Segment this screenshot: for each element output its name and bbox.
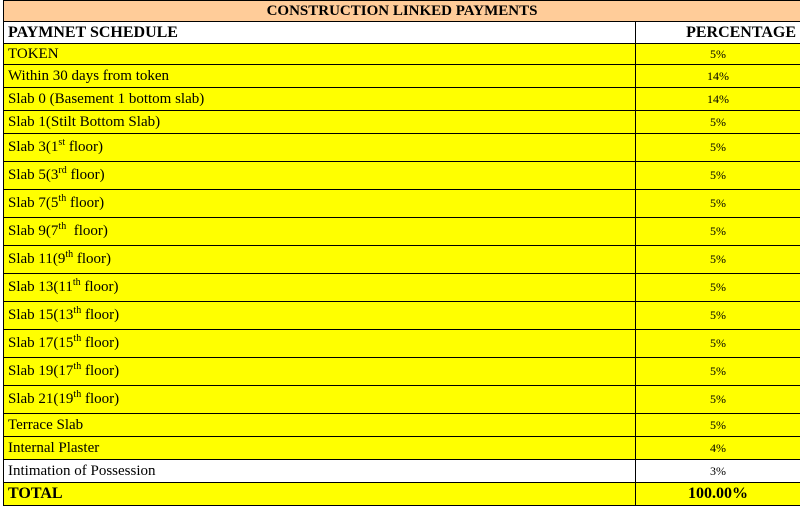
row-label: Slab 13(11th floor) [4,274,636,302]
row-label: Internal Plaster [4,437,636,460]
table-row [4,460,800,483]
row-label: Within 30 days from token [4,65,636,88]
payment-table [3,0,800,506]
row-label: Slab 21(19th floor) [4,386,636,414]
schedule-header: PAYMNET SCHEDULE [4,22,636,44]
table-row [4,386,800,414]
title-row [4,1,800,22]
row-label: Slab 9(7th floor) [4,218,636,246]
total-row [4,483,800,506]
row-label: Intimation of Possession [4,460,636,483]
row-percentage: 14% [636,88,800,111]
row-percentage: 5% [636,111,800,134]
table-row [4,302,800,330]
table-row [4,111,800,134]
table-title: CONSTRUCTION LINKED PAYMENTS [4,1,800,22]
row-label: Slab 11(9th floor) [4,246,636,274]
row-percentage: 5% [636,246,800,274]
row-percentage: 5% [636,44,800,65]
row-percentage: 5% [636,190,800,218]
row-percentage: 5% [636,414,800,437]
payment-schedule-sheet [3,0,800,515]
table-row [4,162,800,190]
header-row [4,22,800,44]
table-row [4,274,800,302]
row-percentage: 5% [636,330,800,358]
row-label: Slab 15(13th floor) [4,302,636,330]
row-label: Slab 3(1st floor) [4,134,636,162]
row-percentage: 14% [636,65,800,88]
total-value: 100.00% [636,483,800,506]
table-row [4,218,800,246]
percentage-header: PERCENTAGE [636,22,800,44]
row-label: Slab 19(17th floor) [4,358,636,386]
row-percentage: 4% [636,437,800,460]
row-percentage: 5% [636,386,800,414]
table-row [4,65,800,88]
row-label: Slab 17(15th floor) [4,330,636,358]
table-row [4,414,800,437]
table-row [4,88,800,111]
row-label: TOKEN [4,44,636,65]
table-row [4,246,800,274]
total-label: TOTAL [4,483,636,506]
row-label: Slab 7(5th floor) [4,190,636,218]
row-percentage: 5% [636,134,800,162]
table-row [4,190,800,218]
table-row [4,44,800,65]
table-row [4,437,800,460]
row-percentage: 5% [636,358,800,386]
row-label: Slab 0 (Basement 1 bottom slab) [4,88,636,111]
row-percentage: 5% [636,274,800,302]
row-percentage: 5% [636,302,800,330]
row-percentage: 3% [636,460,800,483]
row-percentage: 5% [636,218,800,246]
table-row [4,330,800,358]
row-label: Terrace Slab [4,414,636,437]
row-label: Slab 1(Stilt Bottom Slab) [4,111,636,134]
row-percentage: 5% [636,162,800,190]
row-label: Slab 5(3rd floor) [4,162,636,190]
table-row [4,358,800,386]
table-row [4,134,800,162]
